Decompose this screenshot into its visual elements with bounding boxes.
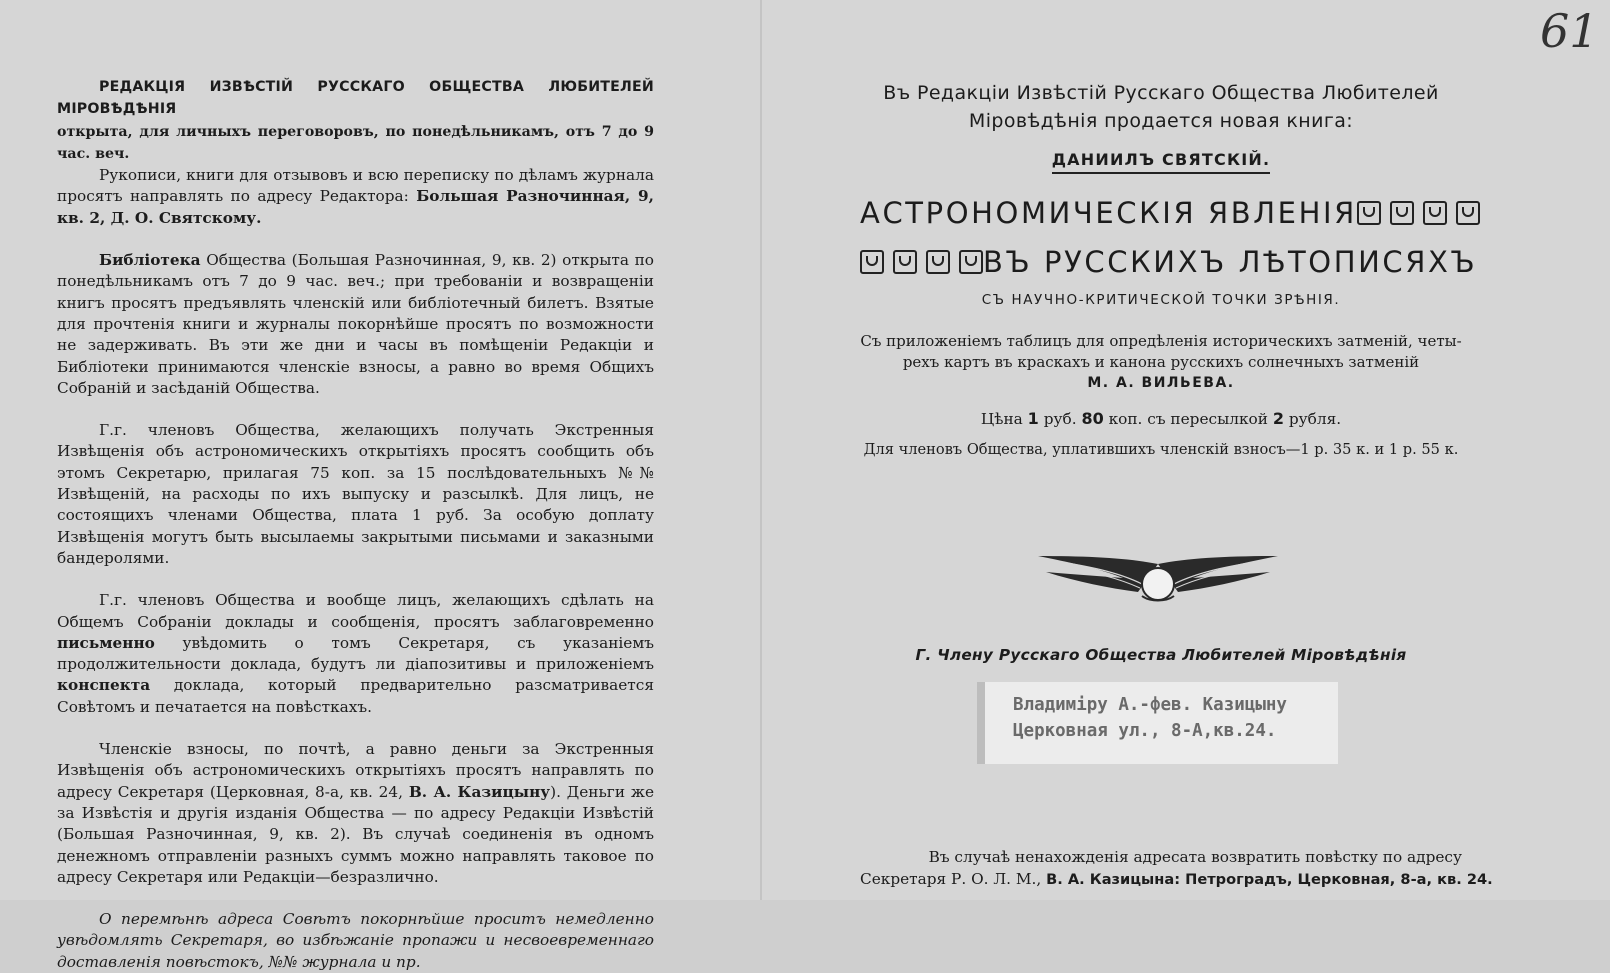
left-page <box>57 76 654 973</box>
return-address: В. А. Казицына: Петроградъ, Церковная, 8-а, кв. 24. <box>1046 871 1493 888</box>
ornament-icon <box>926 250 950 274</box>
return-line-1: Въ случаѣ ненахожденія адресата возвратить повѣстку по адресу <box>928 848 1462 866</box>
editorial-hours: открыта, для личныхъ переговоровъ, по понедѣльникамъ, отъ 7 до 9 час. веч. <box>57 123 654 162</box>
reports-text-b: увѣдомить о томъ Секретаря, съ указаніемъ продолжительности доклада, будутъ ли діапозитивы и приложеніемъ <box>57 633 654 674</box>
return-line-2-text: Секретаря Р. О. Л. М., <box>860 870 1042 888</box>
manuscripts-notice <box>57 165 654 229</box>
editor-address: Большая Разночинная, 9, кв. 2, Д. О. Святскому. <box>57 187 654 227</box>
book-title-line-1 <box>860 195 1462 231</box>
announcement-line-1: Въ Редакціи Извѣстій Русскаго Общества Любителей <box>883 82 1439 104</box>
member-price: Для членовъ Общества, уплатившихъ членскій взносъ—1 р. 35 к. и 1 р. 55 к. <box>863 441 1459 458</box>
book-supplement <box>860 331 1462 394</box>
price-rubles: 1 <box>1027 409 1039 428</box>
library-text: Общества (Большая Разночинная, 9, кв. 2) открыта по понедѣльникамъ отъ 7 до 9 час. веч.; при требованіи и возвращеніи книгъ просятъ предъявлять членскій или библіотечный билетъ. Взятые для прочтенія книги и журналы покорнѣйше просятъ по возможности не задерживать. Въ эти же дни и часы въ помѣщеніи Редакціи и Библіотеки принимаются членскіе взносы, а равно во время Общихъ Собраній и засѣданій Общества. <box>57 251 654 397</box>
secretary-name: В. А. Казицыну <box>408 782 551 801</box>
winged-globe-emblem <box>1038 556 1278 604</box>
supplement-line-2: рехъ картъ въ краскахъ и канона русскихъ солнечныхъ затменій <box>902 353 1420 371</box>
book-author <box>860 150 1462 169</box>
reports-text-a: Г.г. членовъ Общества и вообще лицъ, желающихъ сдѣлать на Общемъ Собраніи доклады и сообщенія, просятъ заблаговременно <box>57 591 654 631</box>
ornament-icon <box>959 250 983 274</box>
reports-notice <box>57 590 654 718</box>
price-rub-unit: руб. <box>1043 410 1077 428</box>
price-shipping: 2 <box>1272 409 1284 428</box>
price-ship-unit: рубля. <box>1288 410 1342 428</box>
supplement-line-1: Съ приложеніемъ таблицъ для опредѣленія историческихъ затменій, четы- <box>860 332 1462 350</box>
label-line-1: Владиміру А.-фев. Казицыну <box>1013 695 1287 715</box>
ornament-icon <box>1423 201 1447 225</box>
book-subtitle: СЪ НАУЧНО-КРИТИЧЕСКОЙ ТОЧКИ ЗРѢНІЯ. <box>981 292 1341 308</box>
ornament-group-left <box>860 250 983 274</box>
author-name: ДАНИИЛЪ СВЯТСКІЙ. <box>1052 150 1271 174</box>
price-kopecks: 80 <box>1081 409 1104 428</box>
ornament-icon <box>1456 201 1480 225</box>
ornament-icon <box>1357 201 1381 225</box>
announcement-line-2: Міровѣдѣнія продается новая книга: <box>968 110 1354 132</box>
book-price <box>860 409 1462 428</box>
return-notice <box>860 846 1493 891</box>
reports-bold-written: письменно <box>57 633 155 652</box>
price-shipping-label: коп. съ пересылкой <box>1108 410 1268 428</box>
address-label <box>977 682 1338 764</box>
title-text-1: АСТРОНОМИЧЕСКІЯ ЯВЛЕНІЯ <box>860 196 1357 230</box>
fees-notice <box>57 739 654 888</box>
library-lead: Библіотека <box>99 251 201 270</box>
book-title-line-2 <box>860 244 1478 280</box>
return-line-2 <box>860 868 1493 891</box>
price-label: Цѣна <box>980 410 1023 428</box>
reports-bold-synopsis: конспекта <box>57 676 151 695</box>
manuscripts-text: Рукописи, книги для отзывовъ и всю переписку по дѣламъ журнала просятъ направлять по адресу Редактора: <box>57 166 654 206</box>
page-fold <box>760 0 762 900</box>
ornament-icon <box>860 250 884 274</box>
addressee-line: Г. Члену Русскаго Общества Любителей Міровѣдѣнія <box>915 646 1407 664</box>
book-announcement <box>860 79 1462 135</box>
fees-text-a: Членскіе взносы, по почтѣ, а равно деньги за Экстренныя Извѣщенія объ астрономическихъ открытіяхъ просятъ направлять по адресу Секретаря (Церковная, 8-а, кв. 24, <box>57 740 654 801</box>
folio-number: 61 <box>1540 4 1599 58</box>
ornament-group-right <box>1357 201 1480 225</box>
title-text-2: ВЪ РУССКИХЪ ЛѢТОПИСЯХЪ <box>983 245 1478 279</box>
label-line-2: Церковная ул., 8-А,кв.24. <box>1013 721 1277 741</box>
bulletins-notice: Г.г. членовъ Общества, желающихъ получать Экстренныя Извѣщенія объ астрономическихъ открытіяхъ просятъ сообщить объ этомъ Секретарю, прилагая 75 коп. за 15 послѣдовательныхъ №№ Извѣщеній, на расходы по ихъ выпуску и разсылкѣ. Для лицъ, не состоящихъ членами Общества, плата 1 руб. За особую доплату Извѣщенія могутъ быть высылаемы закрытыми письмами и заказными бандеролями. <box>57 421 654 567</box>
address-change-notice: О перемѣнѣ адреса Совѣтъ покорнѣйше проситъ немедленно увѣдомлять Секретаря, во избѣжаніе пропажи и несвоевременнаго доставленія повѣстокъ, №№ журнала и пр. <box>57 910 654 971</box>
editorial-heading: РЕДАКЦІЯ ИЗВѢСТІЙ РУССКАГО ОБЩЕСТВА ЛЮБИТЕЛЕЙ МІРОВѢДѢНІЯ <box>57 79 654 118</box>
reports-text-c: доклада, который предварительно разсматривается Совѣтомъ и печатается на повѣсткахъ. <box>57 676 654 716</box>
fees-text-b: ). Деньги же за Извѣстія и другія изданія Общества — по адресу Редакціи Извѣстій (Большая Разночинная, 9, кв. 2). Въ случаѣ соединенія въ одномъ денежномъ отправленіи разныхъ суммъ можно направлять таковое по адресу Секретаря или Редакціи—безразлично. <box>57 782 654 886</box>
ornament-icon <box>1390 201 1414 225</box>
library-notice <box>57 250 654 399</box>
supplement-author: М. А. ВИЛЬЕВА. <box>1087 375 1235 391</box>
editorial-notice <box>57 76 654 165</box>
ornament-icon <box>893 250 917 274</box>
